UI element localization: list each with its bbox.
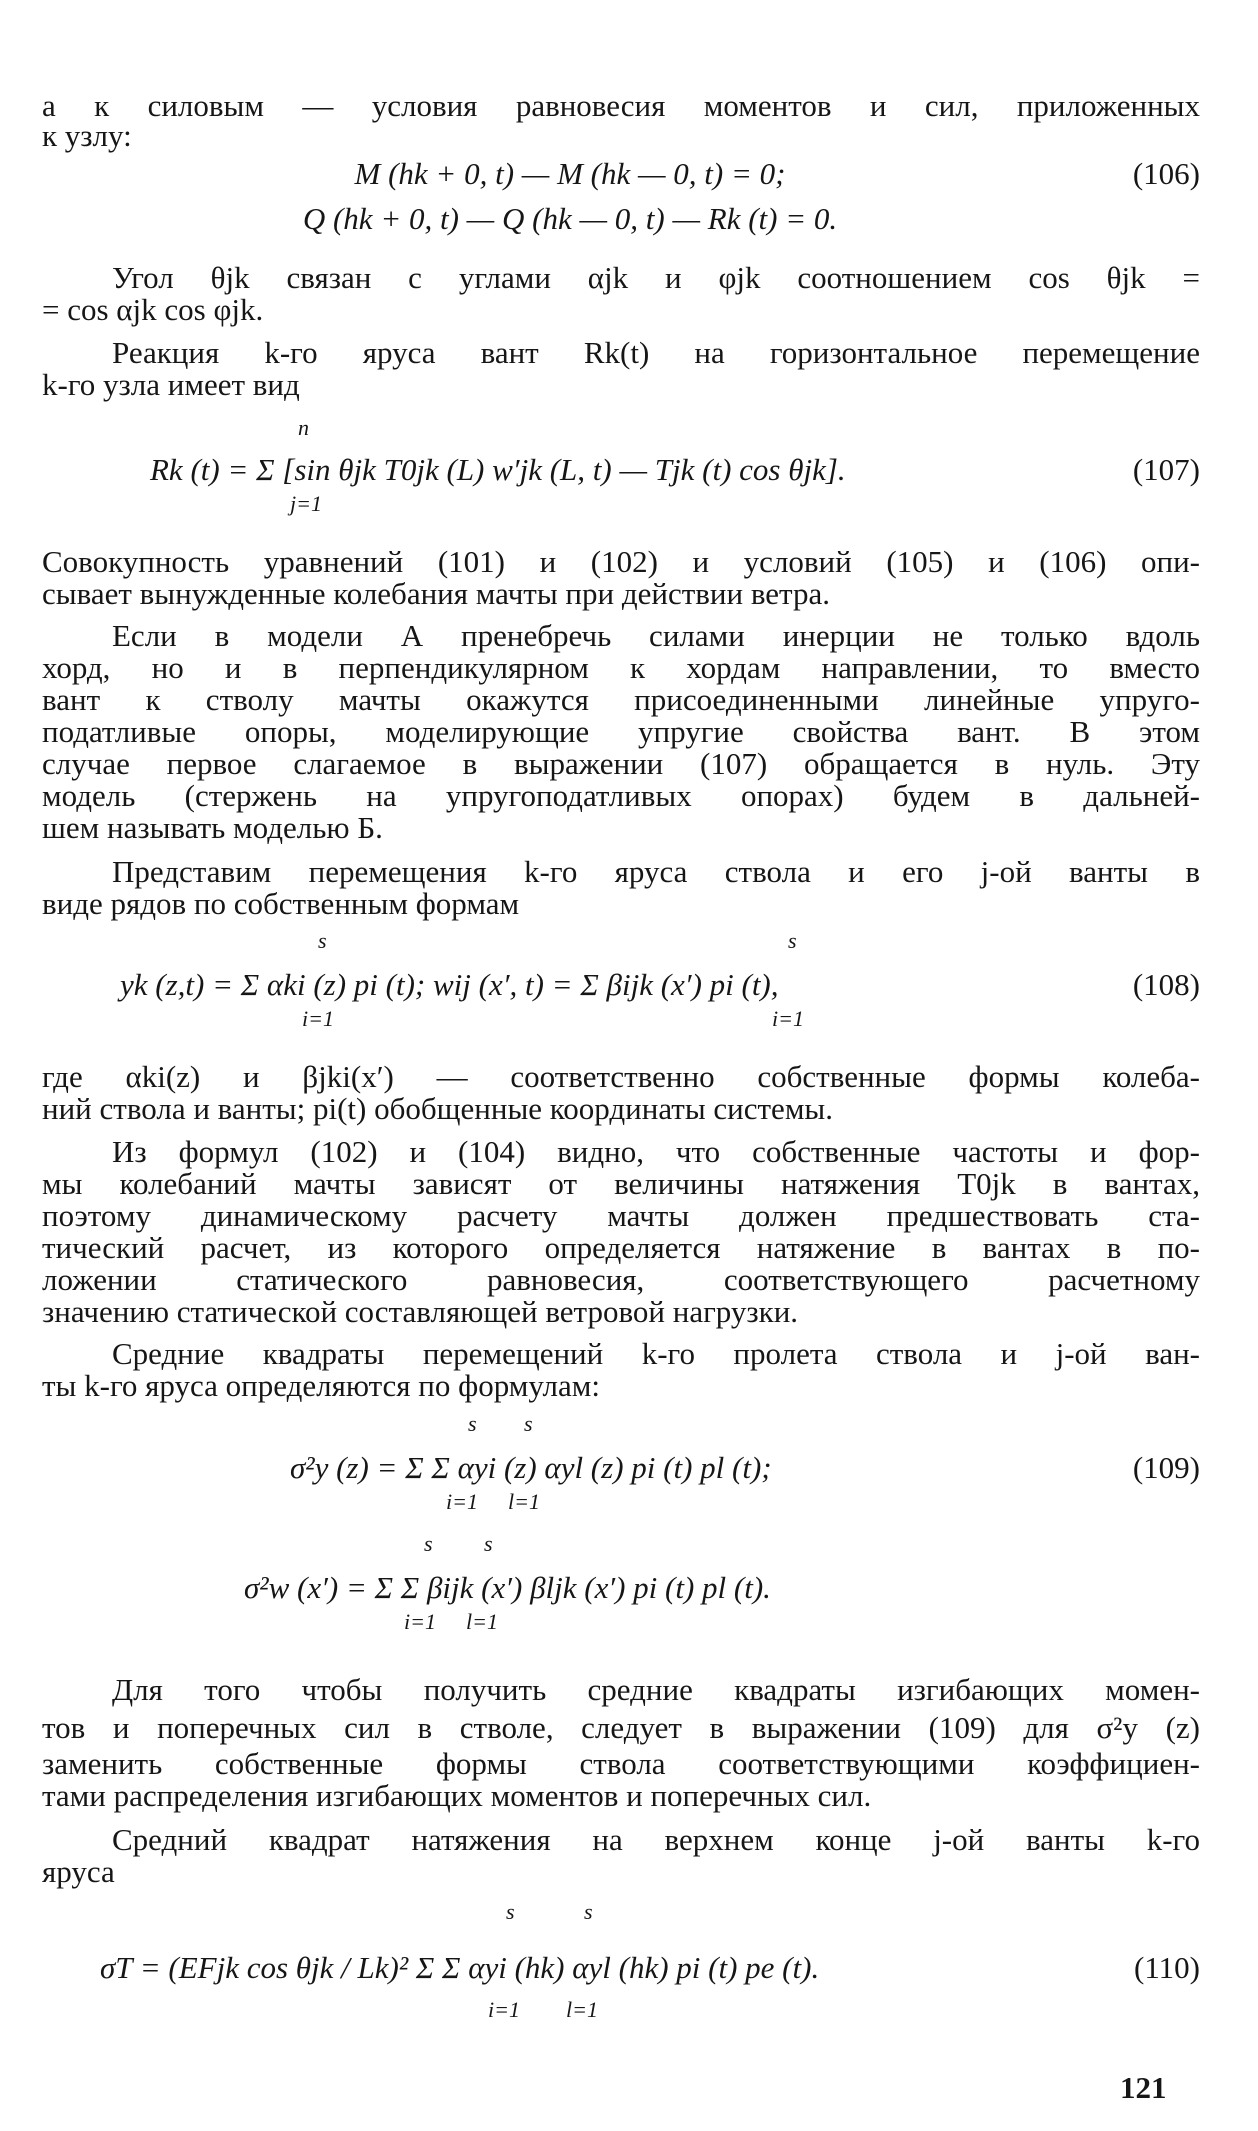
page-number: 121 — [1120, 2070, 1167, 2105]
text-line: шем называть моделью Б. — [42, 810, 383, 845]
text-line: Если в модели А пренебречь силами инерции не только вдоль — [112, 618, 1200, 653]
text-line: значению статической составляющей ветровой нагрузки. — [42, 1294, 799, 1329]
text-line: ты k-го яруса определяются по формулам: — [42, 1368, 600, 1403]
equation-number: (109) — [1132, 1450, 1200, 1485]
equation-108: s i=1 s i=1 yk (z,t) = Σ αki (z) pi (t); wij (x′, t) = Σ βijk (x′) pi (t), (108) — [120, 928, 1200, 1031]
equation-106b: Q (hk + 0, t) — Q (hk — 0, t) — Rk (t) = 0. — [302, 201, 838, 236]
text-line: = cos αjk cos φjk. — [42, 292, 264, 327]
equation-number: (106) — [1132, 156, 1200, 191]
text-line: Представим перемещения k-го яруса ствола и его j-ой ванты в — [112, 854, 1200, 889]
text-line: где αki(z) и βjki(x′) — соответственно собственные формы колеба- — [42, 1059, 1200, 1094]
equation-110: s i=1 s l=1 σT = (EFjk cos θjk / Lk)² Σ Σ αyi (hk) αyl (hk) pi (t) pe (t). (110) — [100, 1899, 1200, 2022]
text-line: виде рядов по собственным формам — [42, 886, 520, 921]
text-line: сывает вынужденные колебания мачты при действии ветра. — [42, 576, 830, 611]
text-line: вант к стволу мачты окажутся присоединенными линейные упруго- — [42, 682, 1200, 717]
text-line: податливые опоры, моделирующие упругие свойства вант. В этом — [42, 714, 1200, 749]
equation-number: (108) — [1132, 967, 1200, 1002]
text-line: k-го узла имеет вид — [42, 367, 300, 402]
text-line: ложении статического равновесия, соответствующего расчетному — [42, 1262, 1200, 1297]
text-line: а к силовым — условия равновесия моментов и сил, приложенных — [42, 88, 1200, 123]
text-line: к узлу: — [42, 118, 132, 153]
text-line: яруса — [42, 1854, 115, 1889]
text-line: модель (стержень на упругоподатливых опорах) будем в дальней- — [42, 778, 1200, 813]
text-line: хорд, но и в перпендикулярном к хордам направлении, то вместо — [42, 650, 1200, 685]
text-line: случае первое слагаемое в выражении (107) обращается в нуль. Эту — [42, 746, 1200, 781]
text-line: Угол θjk связан с углами αjk и φjk соотношением cos θjk = — [112, 260, 1200, 295]
text-line: поэтому динамическому расчету мачты должен предшествовать ста- — [42, 1198, 1200, 1233]
equation-109a: s i=1 s l=1 σ²y (z) = Σ Σ αyi (z) αyl (z) pi (t) pl (t); (109) — [290, 1411, 1200, 1514]
equation-107: n j=1 Rk (t) = Σ [sin θjk T0jk (L) w′jk (L, t) — Tjk (t) cos θjk]. (107) — [150, 415, 1200, 516]
text-line: тов и поперечных сил в стволе, следует в выражении (109) для σ²y (z) — [42, 1710, 1200, 1745]
text-line: мы колебаний мачты зависят от величины натяжения T0jk в вантах, — [42, 1166, 1200, 1201]
text-line: Реакция k-го яруса вант Rk(t) на горизонтальное перемещение — [112, 335, 1200, 370]
text-line: Для того чтобы получить средние квадраты изгибающих момен- — [112, 1672, 1200, 1707]
text-line: тами распределения изгибающих моментов и поперечных сил. — [42, 1778, 872, 1813]
text-line: ний ствола и ванты; pi(t) обобщенные координаты системы. — [42, 1091, 834, 1126]
equation-109b: s i=1 s l=1 σ²w (x′) = Σ Σ βijk (x′) βljk (x′) pi (t) pl (t). — [244, 1531, 771, 1634]
text-line: Средний квадрат натяжения на верхнем конце j-ой ванты k-го — [112, 1822, 1200, 1857]
text-line: Средние квадраты перемещений k-го пролета ствола и j-ой ван- — [112, 1336, 1200, 1371]
text-line: заменить собственные формы ствола соответствующими коэффициен- — [42, 1746, 1200, 1781]
text-line: Совокупность уравнений (101) и (102) и условий (105) и (106) опи- — [42, 544, 1200, 579]
text-line: тический расчет, из которого определяется натяжение в вантах в по- — [42, 1230, 1200, 1265]
equation-number: (107) — [1132, 452, 1200, 487]
equation-106a: M (hk + 0, t) — M (hk — 0, t) = 0; (106) — [0, 152, 1258, 196]
text-line: Из формул (102) и (104) видно, что собственные частоты и фор- — [112, 1134, 1200, 1169]
equation-number: (110) — [1134, 1950, 1200, 1985]
